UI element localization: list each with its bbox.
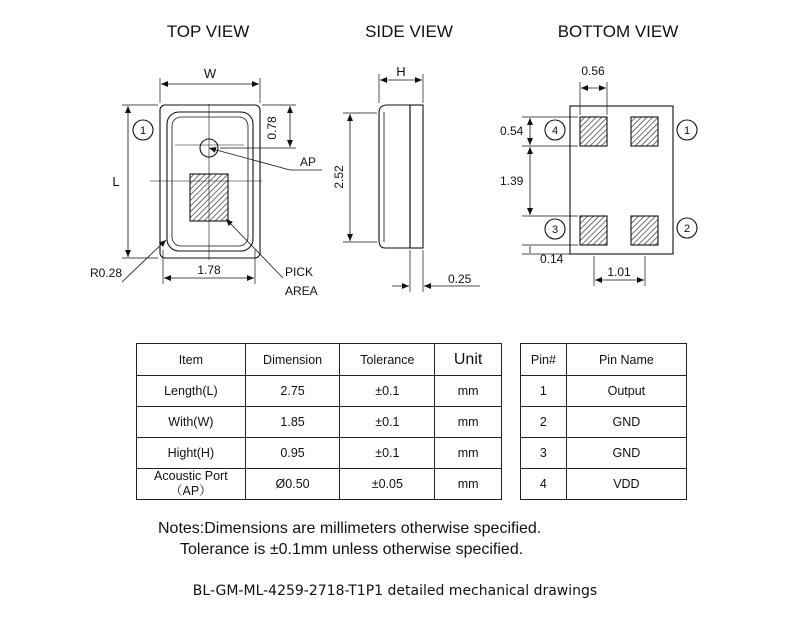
top-view (122, 78, 322, 284)
table-row (521, 376, 687, 407)
drawing-caption: BL-GM-ML-4259-2718-T1P1 detailed mechanical drawings (192, 583, 598, 599)
cell: Hight(H) (137, 438, 246, 469)
notes-line-1: Notes:Dimensions are millimeters otherwise specified. (158, 520, 542, 537)
dimension-table-header (137, 344, 502, 376)
cell: 1.85 (245, 407, 340, 438)
top-ap-label: AP (300, 155, 317, 169)
cell: mm (435, 407, 502, 438)
pad-1 (631, 117, 658, 146)
bottom-pin4-label: 4 (551, 125, 559, 137)
bottom-pad-pitch-y-label: 1.39 (500, 174, 524, 188)
dimension-table (136, 343, 502, 500)
cell: GND (566, 438, 686, 469)
pick-label-line1: PICK (285, 265, 314, 279)
bottom-pad-pitch-x-label: 1.01 (607, 265, 631, 279)
cell: Output (566, 376, 686, 407)
side-pick-length-label: 2.52 (332, 165, 346, 189)
table-row (521, 469, 687, 500)
side-base (410, 105, 423, 248)
table-row (137, 469, 502, 500)
table-row (521, 407, 687, 438)
table-row (137, 438, 502, 469)
pad-2 (631, 216, 658, 245)
notes (158, 518, 541, 560)
top-pin1-label: 1 (139, 125, 147, 137)
cell: mm (435, 376, 502, 407)
cell: ±0.05 (340, 469, 435, 500)
cell: 3 (521, 438, 567, 469)
pad-4 (580, 117, 607, 146)
side-height-label: H (396, 64, 406, 79)
cell: 2.75 (245, 376, 340, 407)
header-item: Item (137, 344, 246, 376)
cell: 0.95 (245, 438, 340, 469)
pick-area (190, 174, 228, 221)
cell: ±0.1 (340, 407, 435, 438)
bottom-pad-height-label: 0.54 (500, 124, 524, 138)
bottom-pin3-label: 3 (551, 224, 559, 236)
header-pin-number: Pin# (521, 344, 567, 376)
top-length-label: L (112, 174, 120, 189)
table-row (137, 376, 502, 407)
notes-line-2: Tolerance is ±0.1mm unless otherwise specified. (180, 541, 524, 558)
table-row (137, 407, 502, 438)
cell: With(W) (137, 407, 246, 438)
cell: GND (566, 407, 686, 438)
top-pick-width-label: 1.78 (197, 263, 221, 277)
header-pin-name: Pin Name (566, 344, 686, 376)
pad-3 (580, 216, 607, 245)
pick-label-line2: AREA (285, 284, 318, 298)
table-row (521, 438, 687, 469)
cell: ±0.1 (340, 376, 435, 407)
cell: 2 (521, 407, 567, 438)
cell: VDD (566, 469, 686, 500)
cell: 4 (521, 469, 567, 500)
header-dimension: Dimension (245, 344, 340, 376)
bottom-pad-width-label: 0.56 (581, 64, 605, 78)
pin-table-header (521, 344, 687, 376)
cell: Acoustic Port（AP） (137, 469, 246, 500)
side-thickness-label: 0.25 (448, 272, 472, 286)
top-view-title: TOP VIEW (166, 22, 250, 41)
bottom-pin2-label: 2 (683, 223, 691, 235)
bottom-pad-edge-label: 0.14 (540, 252, 564, 266)
cell: mm (435, 469, 502, 500)
pin-table (520, 343, 687, 500)
top-ap-offset-label: 0.78 (265, 116, 279, 140)
cell: mm (435, 438, 502, 469)
header-tolerance: Tolerance (340, 344, 435, 376)
top-width-label: W (203, 66, 217, 81)
cell: Ø0.50 (245, 469, 340, 500)
bottom-view-title: BOTTOM VIEW (557, 22, 679, 41)
bottom-pin1-label: 1 (683, 125, 691, 137)
cell: ±0.1 (340, 438, 435, 469)
cell: Length(L) (137, 376, 246, 407)
side-view (343, 74, 480, 292)
cell: 1 (521, 376, 567, 407)
header-unit: Unit (435, 344, 502, 376)
side-view-title: SIDE VIEW (365, 22, 453, 41)
top-radius-label: R0.28 (90, 266, 123, 280)
